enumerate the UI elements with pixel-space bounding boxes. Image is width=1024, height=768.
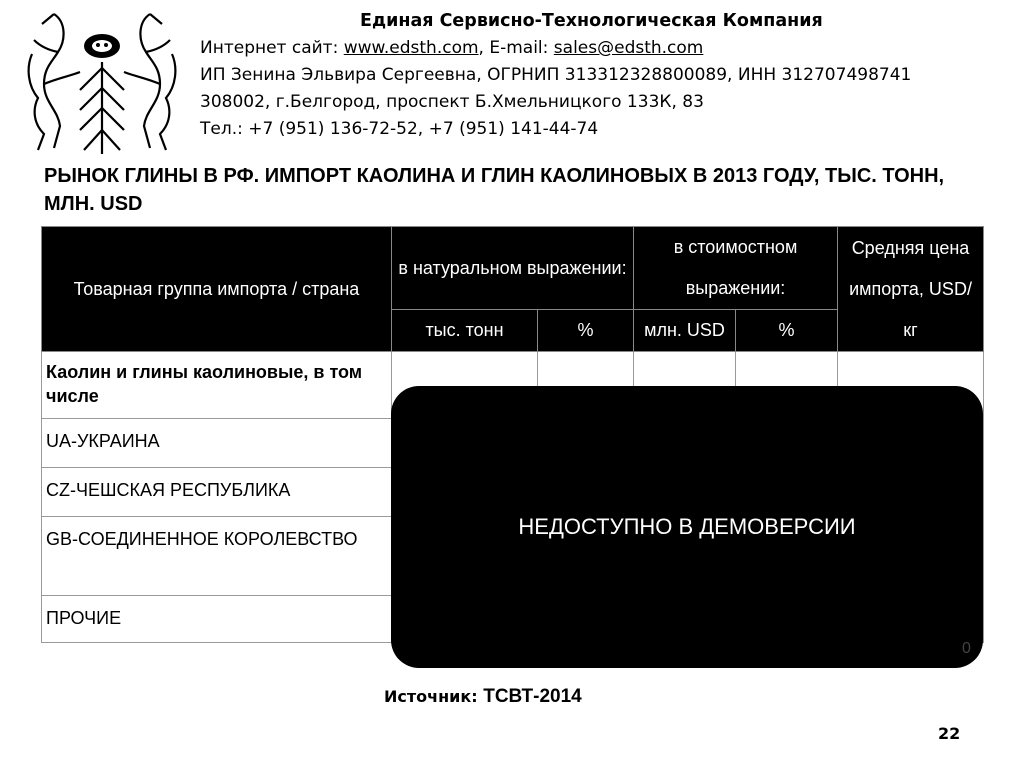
header-million-usd: млн. USD — [634, 310, 736, 352]
row-label: Каолин и глины каолиновые, в том числе — [42, 352, 392, 419]
header-percent-value: % — [736, 310, 838, 352]
header-value: в стоимостном выражении: — [634, 227, 838, 310]
website-label: Интернет сайт: — [200, 38, 344, 58]
phone-line: Тел.: +7 (951) 136-72-52, +7 (951) 141-44-74 — [200, 119, 599, 139]
overlay-text: НЕДОСТУПНО В ДЕМОВЕРСИИ — [518, 514, 856, 539]
row-label: ПРОЧИЕ — [42, 596, 392, 643]
header-natural: в натуральном выражении: — [392, 227, 634, 310]
row-label: UA-УКРАИНА — [42, 419, 392, 468]
row-label: CZ-ЧЕШСКАЯ РЕСПУБЛИКА — [42, 468, 392, 517]
registration-line: ИП Зенина Эльвира Сергеевна, ОГРНИП 313312328800089, ИНН 312707498741 — [200, 65, 912, 85]
header-avg-price: Средняя цена импорта, USD/кг — [838, 227, 984, 352]
company-name: Единая Сервисно-Технологическая Компания — [360, 11, 823, 31]
header-thousand-tons: тыс. тонн — [392, 310, 538, 352]
email-label: , E-mail: — [478, 38, 554, 58]
partial-cell-value: 0 — [962, 640, 971, 657]
slide-title: РЫНОК ГЛИНЫ В РФ. ИМПОРТ КАОЛИНА И ГЛИН КАОЛИНОВЫХ В 2013 ГОДУ, ТЫС. ТОНН, МЛН. USD — [44, 165, 945, 215]
header-product-group: Товарная группа импорта / страна — [42, 227, 392, 352]
page-number: 22 — [938, 724, 961, 743]
contact-line — [200, 35, 1000, 62]
header-percent-natural: % — [538, 310, 634, 352]
company-header — [200, 8, 1000, 143]
demo-unavailable-overlay — [391, 386, 983, 668]
source-label: Источник: — [384, 687, 484, 706]
row-label: GB-СОЕДИНЕННОЕ КОРОЛЕВСТВО — [42, 517, 392, 596]
email-link[interactable]: sales@edsth.com — [553, 38, 704, 58]
address-line: 308002, г.Белгород, проспект Б.Хмельницкого 133К, 83 — [200, 92, 704, 112]
source-note — [384, 686, 582, 708]
website-link[interactable]: www.edsth.com — [343, 38, 479, 58]
company-logo-emblem — [14, 6, 190, 156]
source-value: ТСВТ-2014 — [483, 686, 582, 707]
